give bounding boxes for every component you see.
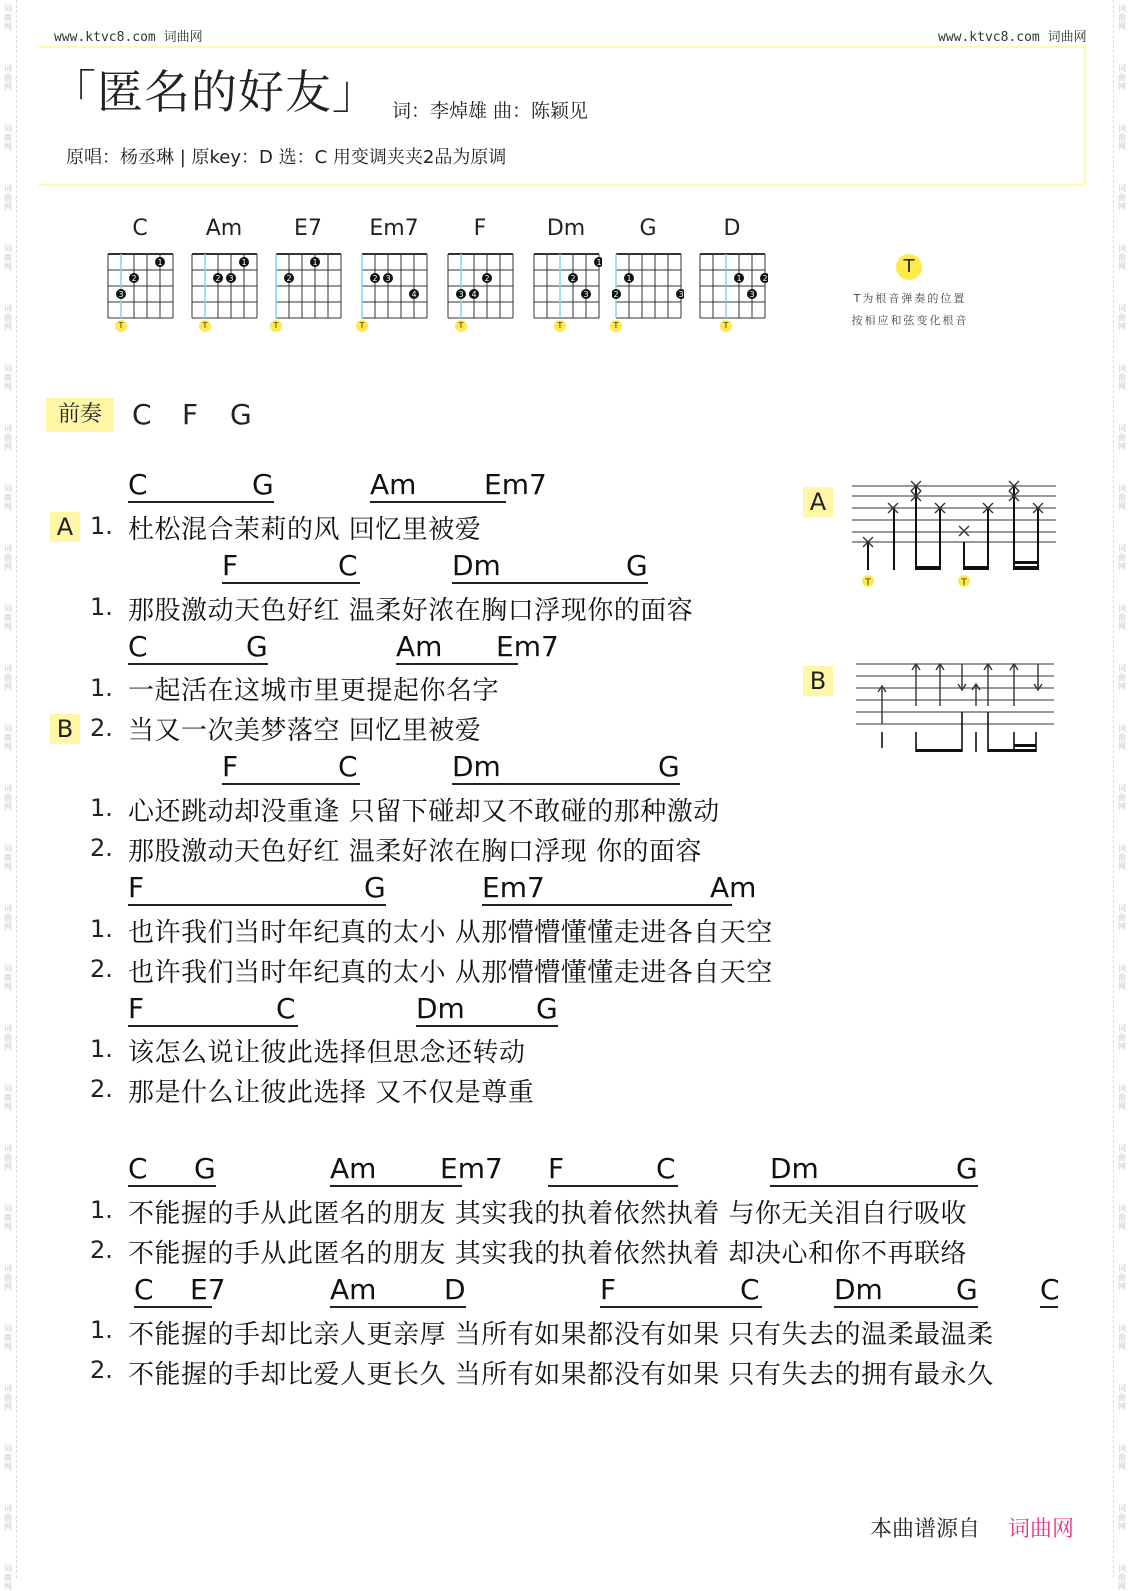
lyric-line: 一起活在这城市里更提起你名字 — [128, 676, 500, 706]
lyric-number: 1. — [90, 1196, 113, 1224]
right-margin-strip — [1113, 0, 1130, 1591]
chord-symbol: G — [252, 468, 274, 501]
margin-watermark: 词曲网 — [4, 1444, 12, 1471]
lyric-line: 心还跳动却没重逢 只留下碰却又不敢碰的那种激动 — [128, 797, 720, 827]
footer-source: 本曲谱源自 — [870, 1517, 981, 1542]
root-marker: T — [610, 320, 622, 332]
margin-watermark: 词曲网 — [1118, 664, 1126, 691]
lyric-number: 2. — [90, 1356, 113, 1384]
lyric-number: 2. — [90, 1075, 113, 1103]
margin-watermark: 词曲网 — [4, 244, 12, 271]
chord-symbol: Dm — [770, 1152, 819, 1185]
chord-diagram-name: C — [132, 216, 148, 241]
left-margin-strip — [0, 0, 17, 1591]
lyric-number: 1. — [90, 915, 113, 943]
chord-diagram-name: E7 — [294, 216, 322, 241]
margin-watermark: 词曲网 — [1118, 424, 1126, 451]
chord-underline — [128, 904, 386, 906]
svg-text:1: 1 — [241, 258, 247, 267]
chord-symbol: Em7 — [482, 871, 545, 904]
chord-symbol: C — [128, 1152, 148, 1185]
chord-underline — [452, 783, 680, 785]
chord-symbol: C — [338, 750, 358, 783]
intro-chord-3: G — [230, 398, 252, 431]
margin-watermark: 词曲网 — [4, 64, 12, 91]
chord-symbol: C — [128, 630, 148, 663]
root-marker: T — [115, 320, 127, 332]
lyric-number: 1. — [90, 1035, 113, 1063]
margin-watermark: 词曲网 — [1118, 4, 1126, 31]
lyric-number: 2. — [90, 834, 113, 862]
lyric-line: 那是什么让彼此选择 又不仅是尊重 — [128, 1078, 535, 1108]
chord-diagram-grid — [530, 242, 602, 322]
lyric-number: 1. — [90, 674, 113, 702]
svg-text:1: 1 — [312, 258, 318, 267]
chord-underline — [482, 904, 732, 906]
chord-underline — [396, 663, 518, 665]
chord-underline — [128, 1025, 298, 1027]
margin-watermark: 词曲网 — [4, 724, 12, 751]
chord-diagram-name: G — [639, 216, 657, 241]
margin-watermark: 词曲网 — [4, 544, 12, 571]
chord-diagram-grid — [612, 242, 684, 322]
chord-symbol: F — [600, 1273, 617, 1306]
chord-symbol: Dm — [452, 750, 501, 783]
chord-symbol: Dm — [416, 992, 465, 1025]
margin-watermark: 词曲网 — [4, 964, 12, 991]
intro-chord-2: F — [182, 398, 199, 431]
chord-symbol: F — [128, 871, 145, 904]
svg-text:3: 3 — [749, 290, 755, 299]
chord-underline — [128, 1185, 216, 1187]
margin-watermark: 词曲网 — [4, 664, 12, 691]
lyric-line: 也许我们当时年纪真的太小 从那懵懵懂懂走进各自天空 — [128, 958, 773, 988]
svg-text:T: T — [961, 578, 967, 588]
chord-symbol: G — [658, 750, 680, 783]
chord-underline — [834, 1306, 978, 1308]
chord-diagram-grid — [696, 242, 768, 322]
chord-underline — [128, 663, 268, 665]
song-credits: 词：李焯雄 曲：陈颖见 — [392, 100, 589, 122]
chord-underline — [416, 1025, 558, 1027]
margin-watermark: 词曲网 — [4, 1384, 12, 1411]
root-marker: T — [270, 320, 282, 332]
svg-text:3: 3 — [458, 290, 464, 299]
song-title: 「匿名的好友」 — [50, 65, 379, 119]
margin-watermark: 词曲网 — [4, 364, 12, 391]
chord-symbol: G — [194, 1152, 216, 1185]
svg-text:1: 1 — [626, 274, 632, 283]
intro-chord-1: C — [132, 398, 152, 431]
chord-symbol: Em7 — [496, 630, 559, 663]
legend-line-1: T为根音弹奏的位置 — [853, 292, 967, 305]
chord-symbol: Em7 — [440, 1152, 503, 1185]
root-marker: T — [455, 320, 467, 332]
svg-text:3: 3 — [583, 290, 589, 299]
margin-watermark: 词曲网 — [4, 4, 12, 31]
margin-watermark: 词曲网 — [1118, 784, 1126, 811]
margin-watermark: 词曲网 — [4, 484, 12, 511]
intro-label: 前奏 — [46, 398, 114, 432]
footer-site-link[interactable]: 词曲网 — [1008, 1517, 1075, 1542]
chord-diagram-name: Dm — [546, 216, 586, 241]
svg-text:2: 2 — [372, 274, 378, 283]
lyric-line: 当又一次美梦落空 回忆里被爱 — [128, 716, 482, 746]
pattern-label-b: B — [803, 666, 833, 696]
root-marker: T — [554, 320, 566, 332]
margin-watermark: 词曲网 — [1118, 304, 1126, 331]
margin-watermark: 词曲网 — [1118, 844, 1126, 871]
pattern-a-diagram — [848, 478, 1060, 594]
margin-watermark: 词曲网 — [4, 1324, 12, 1351]
chord-symbol: Dm — [452, 549, 501, 582]
root-legend-marker: T — [896, 254, 922, 280]
lyric-number: 1. — [90, 593, 113, 621]
margin-watermark: 词曲网 — [1118, 364, 1126, 391]
chord-underline — [222, 582, 360, 584]
chord-symbol: G — [246, 630, 268, 663]
section-label-b: B — [50, 714, 80, 744]
chord-diagram-grid — [104, 242, 176, 322]
chord-symbol: G — [536, 992, 558, 1025]
svg-text:2: 2 — [484, 274, 490, 283]
svg-text:2: 2 — [215, 274, 221, 283]
chord-underline — [770, 1185, 978, 1187]
margin-watermark: 词曲网 — [1118, 1144, 1126, 1171]
chord-symbol: C — [338, 549, 358, 582]
lyric-number: 1. — [90, 1316, 113, 1344]
lyric-line: 该怎么说让彼此选择但思念还转动 — [128, 1038, 526, 1068]
margin-watermark: 词曲网 — [1118, 1384, 1126, 1411]
margin-watermark: 词曲网 — [4, 784, 12, 811]
root-marker: T — [720, 320, 732, 332]
margin-watermark: 词曲网 — [4, 424, 12, 451]
margin-watermark: 词曲网 — [1118, 64, 1126, 91]
lyric-number: 2. — [90, 1236, 113, 1264]
margin-watermark: 词曲网 — [4, 604, 12, 631]
chord-underline — [128, 501, 274, 503]
margin-watermark: 词曲网 — [4, 304, 12, 331]
chord-diagram-name: F — [473, 216, 487, 241]
chord-diagram-name: D — [723, 216, 741, 241]
chord-underline — [1040, 1306, 1058, 1308]
chord-symbol: C — [134, 1273, 154, 1306]
chord-symbol: Am — [370, 468, 417, 501]
margin-watermark: 词曲网 — [1118, 1024, 1126, 1051]
svg-text:2: 2 — [613, 290, 619, 299]
margin-watermark: 词曲网 — [1118, 1204, 1126, 1231]
chord-symbol: F — [548, 1152, 565, 1185]
chord-symbol: G — [956, 1273, 978, 1306]
svg-text:2: 2 — [131, 274, 137, 283]
chord-underline — [600, 1306, 762, 1308]
chord-diagram-grid — [272, 242, 344, 322]
margin-watermark: 词曲网 — [4, 1564, 12, 1591]
chord-underline — [134, 1306, 212, 1308]
root-marker: T — [199, 320, 211, 332]
chord-symbol: E7 — [190, 1273, 226, 1306]
section-label-a: A — [50, 512, 80, 542]
svg-text:T: T — [865, 578, 871, 588]
lyric-line: 杜松混合茉莉的风 回忆里被爱 — [128, 515, 482, 545]
margin-watermark: 词曲网 — [1118, 244, 1126, 271]
margin-watermark: 词曲网 — [4, 904, 12, 931]
svg-text:3: 3 — [385, 274, 391, 283]
legend-line-2: 按相应和弦变化根音 — [851, 314, 969, 327]
lyric-line: 不能握的手从此匿名的朋友 其实我的执着依然执着 与你无关泪自行吸收 — [128, 1199, 968, 1229]
margin-watermark: 词曲网 — [1118, 964, 1126, 991]
chord-symbol: Am — [330, 1152, 377, 1185]
lyric-line: 那股激动天色好红 温柔好浓在胸口浮现你的面容 — [128, 596, 694, 626]
lyric-number: 1. — [90, 794, 113, 822]
margin-watermark: 词曲网 — [1118, 1264, 1126, 1291]
svg-text:2: 2 — [570, 274, 576, 283]
chord-symbol: G — [626, 549, 648, 582]
svg-text:4: 4 — [471, 290, 477, 299]
chord-symbol: D — [444, 1273, 466, 1306]
svg-text:3: 3 — [228, 274, 234, 283]
chord-symbol: C — [656, 1152, 676, 1185]
chord-symbol: C — [128, 468, 148, 501]
chord-diagram-name: Am — [205, 216, 243, 241]
root-marker: T — [356, 320, 368, 332]
lyric-line: 不能握的手却比亲人更亲厚 当所有如果都没有如果 只有失去的温柔最温柔 — [128, 1320, 994, 1350]
lyric-number: 2. — [90, 955, 113, 983]
margin-watermark: 词曲网 — [4, 1264, 12, 1291]
margin-watermark: 词曲网 — [4, 1144, 12, 1171]
margin-watermark: 词曲网 — [1118, 604, 1126, 631]
margin-watermark: 词曲网 — [1118, 484, 1126, 511]
lyric-line: 那股激动天色好红 温柔好浓在胸口浮现 你的面容 — [128, 837, 703, 867]
chord-underline — [330, 1185, 462, 1187]
chord-symbol: C — [276, 992, 296, 1025]
chord-underline — [370, 501, 506, 503]
lyric-line: 也许我们当时年纪真的太小 从那懵懵懂懂走进各自天空 — [128, 918, 773, 948]
chord-symbol: Em7 — [484, 468, 547, 501]
chord-symbol: Dm — [834, 1273, 883, 1306]
margin-watermark: 词曲网 — [1118, 1324, 1126, 1351]
svg-text:3: 3 — [678, 290, 684, 299]
svg-text:1: 1 — [736, 274, 742, 283]
chord-symbol: F — [128, 992, 145, 1025]
margin-watermark: 词曲网 — [4, 1204, 12, 1231]
chord-symbol: G — [956, 1152, 978, 1185]
chord-symbol: G — [364, 871, 386, 904]
chord-symbol: Am — [710, 871, 757, 904]
svg-text:3: 3 — [118, 290, 124, 299]
margin-watermark: 词曲网 — [1118, 124, 1126, 151]
pattern-b-diagram — [852, 656, 1058, 756]
margin-watermark: 词曲网 — [4, 844, 12, 871]
margin-watermark: 词曲网 — [1118, 904, 1126, 931]
lyric-line: 不能握的手却比爱人更长久 当所有如果都没有如果 只有失去的拥有最永久 — [128, 1360, 994, 1390]
song-meta: 原唱：杨丞琳 | 原key：D 选：C 用变调夹夹2品为原调 — [66, 147, 507, 168]
chord-underline — [452, 582, 648, 584]
margin-watermark: 词曲网 — [4, 1084, 12, 1111]
chord-symbol: F — [222, 549, 239, 582]
svg-text:1: 1 — [596, 258, 602, 267]
lyric-number: 1. — [90, 512, 113, 540]
chord-symbol: Am — [330, 1273, 377, 1306]
margin-watermark: 词曲网 — [1118, 1504, 1126, 1531]
chord-symbol: Am — [396, 630, 443, 663]
chord-symbol: C — [1040, 1273, 1060, 1306]
margin-watermark: 词曲网 — [4, 124, 12, 151]
chord-diagram-grid — [358, 242, 430, 322]
chord-underline — [330, 1306, 466, 1308]
margin-watermark: 词曲网 — [4, 1024, 12, 1051]
pattern-label-a: A — [803, 487, 833, 517]
margin-watermark: 词曲网 — [1118, 1444, 1126, 1471]
margin-watermark: 词曲网 — [1118, 1564, 1126, 1591]
margin-watermark: 词曲网 — [4, 184, 12, 211]
chord-diagram-grid — [188, 242, 260, 322]
svg-text:2: 2 — [286, 274, 292, 283]
margin-watermark: 词曲网 — [1118, 724, 1126, 751]
margin-watermark: 词曲网 — [1118, 1084, 1126, 1111]
site-url-right[interactable]: www.ktvc8.com 词曲网 — [938, 30, 1087, 45]
chord-diagram-name: Em7 — [369, 216, 419, 241]
svg-text:4: 4 — [411, 290, 417, 299]
chord-symbol: C — [740, 1273, 760, 1306]
margin-watermark: 词曲网 — [1118, 184, 1126, 211]
chord-diagram-grid — [444, 242, 516, 322]
chord-underline — [548, 1185, 678, 1187]
lyric-line: 不能握的手从此匿名的朋友 其实我的执着依然执着 却决心和你不再联络 — [128, 1239, 968, 1269]
lyric-number: 2. — [90, 714, 113, 742]
chord-underline — [222, 783, 360, 785]
margin-watermark: 词曲网 — [4, 1504, 12, 1531]
chord-symbol: F — [222, 750, 239, 783]
margin-watermark: 词曲网 — [1118, 544, 1126, 571]
svg-text:2: 2 — [762, 274, 768, 283]
site-url-left[interactable]: www.ktvc8.com 词曲网 — [54, 30, 203, 45]
svg-text:1: 1 — [157, 258, 163, 267]
